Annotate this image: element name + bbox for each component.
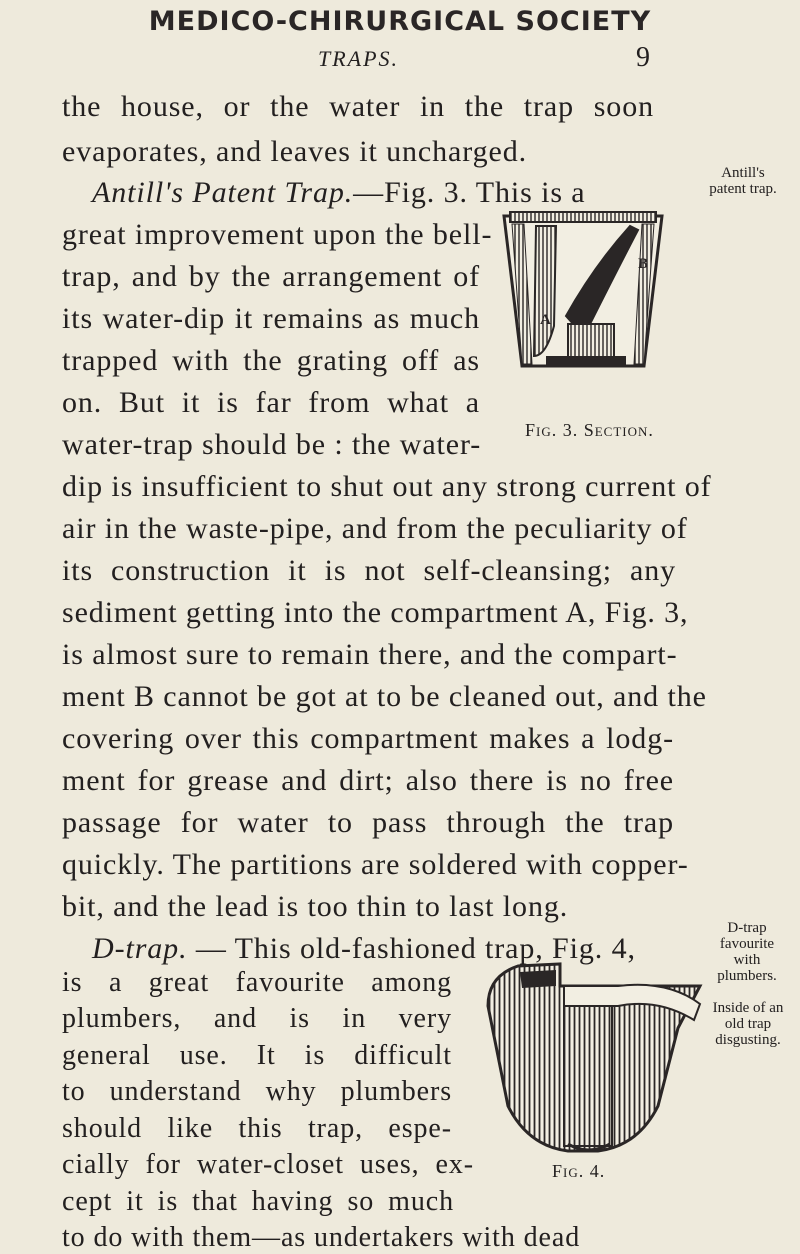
text-line: its construction it is not self-cleansing; any [62, 554, 676, 587]
margin-note-dtrap: D-trap favourite with plumbers. [717, 920, 777, 984]
fig4-caption: Fig. 4. [552, 1161, 606, 1181]
text-line: ment B cannot be got at to be cleaned out, and the [62, 680, 707, 713]
margin-note-antill: Antill's patent trap. [709, 165, 777, 197]
text-line: to understand why plumbers [62, 1076, 452, 1107]
text-line: its water-dip it remains as much [62, 302, 480, 335]
fig3-illustration [494, 206, 672, 376]
text-line [92, 176, 692, 210]
text-line: air in the waste-pipe, and from the peculiarity of [62, 512, 688, 545]
text-line: evaporates, and leaves it uncharged. [62, 135, 527, 168]
text-line: general use. It is difficult [62, 1039, 452, 1071]
text-line: passage for water to pass through the trap [62, 806, 674, 839]
text-line: quickly. The partitions are soldered with copper- [62, 848, 689, 881]
text-line: covering over this compartment makes a lodg- [62, 722, 674, 755]
text-line: trap, and by the arrangement of [62, 260, 480, 293]
text-line: cept it is that having so much [62, 1185, 454, 1217]
text-line: dip is insufficient to shut out any strong current of [62, 470, 712, 503]
text-line: is almost sure to remain there, and the compart- [62, 638, 678, 671]
text-fragment: —Fig. 3. This is a [353, 176, 586, 209]
library-stamp: MEDICO-CHIRURGICAL SOCIETY [148, 6, 652, 37]
text-line: plumbers, and is in very [62, 1003, 452, 1034]
page-header [0, 42, 800, 76]
text-line: is a great favourite among [62, 966, 452, 998]
fig4-illustration [468, 946, 714, 1156]
text-line: trapped with the grating off as [62, 344, 480, 377]
fig3-label-a: A [540, 312, 551, 328]
text-line: the house, or the water in the trap soon [62, 90, 654, 123]
text-line: cially for water-closet uses, ex- [62, 1149, 474, 1180]
section-heading: D-trap. [92, 932, 188, 965]
text-line: bit, and the lead is too thin to last long. [62, 890, 569, 923]
text-line: water-trap should be : the water- [62, 428, 482, 461]
text-line: great improvement upon the bell- [62, 218, 493, 251]
section-heading: Antill's Patent Trap. [92, 176, 354, 209]
text-line: to do with them—as undertakers with dead [62, 1222, 581, 1253]
margin-note-inside: Inside of an old trap disgusting. [712, 1000, 784, 1048]
text-line: on. But it is far from what a [62, 386, 480, 419]
fig3-caption: Fig. 3. Section. [525, 420, 654, 440]
text-line: sediment getting into the compartment A, Fig. 3, [62, 596, 689, 629]
fig3-label-b: B [638, 256, 649, 272]
text-fragment: — This old-fashioned trap, Fig. 4, [187, 932, 636, 965]
text-line: ment for grease and dirt; also there is no free [62, 764, 674, 797]
running-head: TRAPS. [318, 46, 400, 71]
page-number: 9 [636, 42, 650, 73]
text-line: should like this trap, espe- [62, 1112, 452, 1144]
